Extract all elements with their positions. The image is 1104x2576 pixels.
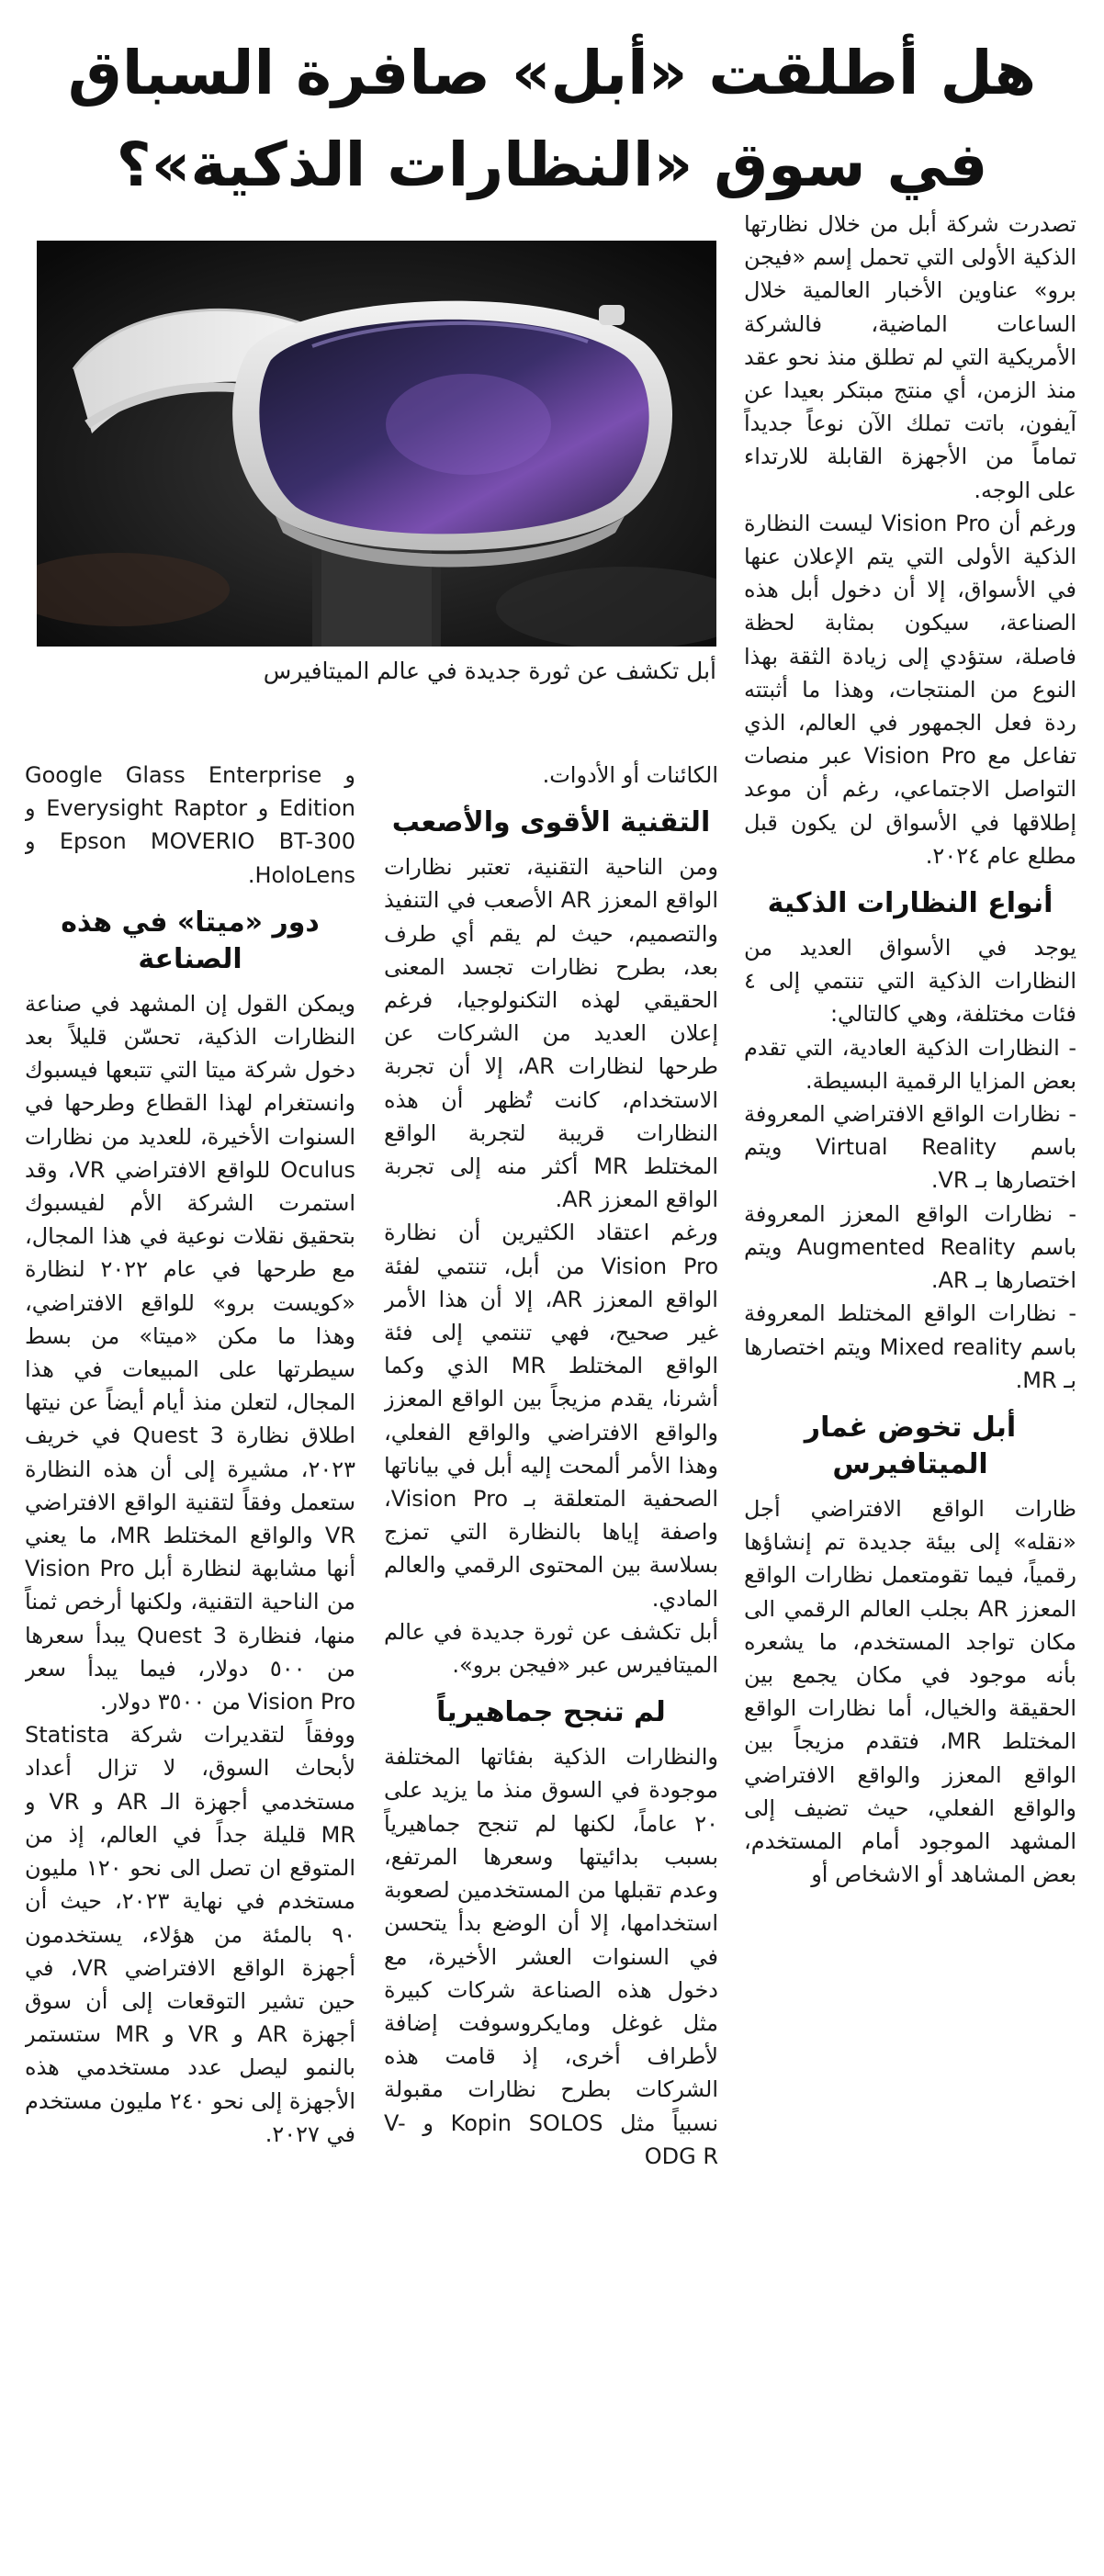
paragraph: ومن الناحية التقنية، تعتبر نظارات الواقع المعزز AR الأصعب في التنفيذ والتصميم، حيث لم يقم أي طرف بعد، بطرح نظارات تجسد المعنى الحقيقي لهذه التكنولوجيا، فرغم إعلان العديد من الشركات عن طرحها لنظارات AR، إلا أن تجربة الاستخدام، كانت تُظهر أن هذه النظارات قريبة لتجربة الواقع المختلط MR أكثر منه إلى تجربة الواقع المعزز AR. — [384, 854, 718, 1213]
paragraph: ورغم اعتقاد الكثيرين أن نظارة Vision Pro من أبل، تنتمي لفئة الواقع المعزز AR، إلا أن هذا الأمر غير صحيح، فهي تنتمي إلى فئة الواقع المختلط MR الذي وكما أشرنا، يقدم مزيجاً بين الواقع المعزز والواقع الافتراضي والواقع الفعلي، وهذا الأمر ألمحت إليه أبل في بياناتها الصحفية المتعلقة بـ Vision Pro، واصفة إياها بالنظارة التي تمزج بسلاسة بين المحتوى الرقمي والعالم المادي. — [384, 1220, 718, 1612]
headset-illustration — [37, 241, 716, 647]
paragraph: ويمكن القول إن المشهد في صناعة النظارات الذكية، تحسّن قليلاً بعد دخول شركة ميتا التي تتبعها فيسبوك وانستغرام لهذا القطاع وطرحها في السنوات الأخيرة، للعديد من نظارات Oculus للواقع الافتراضي VR، وقد استمرت الشركة الأم لفيسبوك بتحقيق نقلات نوعية في هذا المجال، مع طرحها في عام ٢٠٢٢ لنظارة «كويست برو» للواقع الافتراضي، وهذا ما مكن «ميتا» من بسط سيطرتها على المبيعات في هذا المجال، لتعلن منذ أيام أيضاً عن نيتها اطلاق نظارة Quest 3 في خريف ٢٠٢٣، مشيرة إلى أن هذه النظارة ستعمل وفقاً لتقنية الواقع الافتراضي VR والواقع المختلط MR، ما يعني أنها مشابهة لنظارة أبل Vision Pro من الناحية التقنية، ولكنها أرخص ثمناً منها، فنظارة Quest 3 يبدأ سعرها من ٥٠٠ دولار، فيما يبدأ سعر Vision Pro من ٣٥٠٠ دولار. — [25, 990, 355, 1715]
list-item: - نظارات الواقع المعزز المعروفة باسم Augmented Reality ويتم اختصارها بـ AR. — [744, 1200, 1076, 1294]
headline-line-1: هل أطلقت «أبل» صافرة السباق — [67, 38, 1037, 108]
vision-pro-photo — [37, 241, 716, 647]
article-headline — [37, 28, 1067, 211]
section-heading: أنواع النظارات الذكية — [767, 887, 1053, 920]
paragraph: ووفقاً لتقديرات شركة Statista لأبحاث السوق، لا تزال أعداد مستخدمي أجهزة الـ AR و VR و MR قليلة جداً في العالم، إذ من المتوقع ان تصل الى نحو ١٢٠ مليون مستخدم في نهاية ٢٠٢٣، حيث أن ٩٠ بالمئة من هؤلاء، يستخدمون أجهزة الواقع الافتراضي VR، في حين تشير التوقعات إلى أن سوق أجهزة AR و VR و MR ستستمر بالنمو ليصل عدد مستخدمي هذه الأجهزة إلى نحو ٢٤٠ مليون مستخدم في ٢٠٢٧. — [25, 1722, 355, 2147]
paragraph: أبل تكشف عن ثورة جديدة في عالم الميتافيرس عبر «فيجن برو». — [384, 1618, 718, 1679]
column-left — [25, 759, 355, 2559]
column-right — [744, 208, 1076, 2559]
list-item: - نظارات الواقع المختلط المعروفة باسم Mixed reality ويتم اختصارها بـ MR. — [744, 1300, 1076, 1393]
list-item: - النظارات الذكية العادية، التي تقدم بعض المزايا الرقمية البسيطة. — [744, 1034, 1076, 1094]
section-heading: أبل تخوض غمار الميتافيرس — [804, 1411, 1017, 1480]
list-item: - نظارات الواقع الافتراضي المعروفة باسم Virtual Reality ويتم اختصارها بـ VR. — [744, 1101, 1076, 1194]
column-middle — [384, 759, 718, 2559]
section-heading: دور «ميتا» في هذه الصناعة — [61, 906, 320, 975]
headline-line-2: في سوق «النظارات الذكية»؟ — [116, 129, 988, 200]
paragraph: ورغم أن Vision Pro ليست النظارة الذكية الأولى التي يتم الإعلان عنها في الأسواق، إلا أن دخول أبل هذه الصناعة، سيكون بمثابة لحظة فاصلة، ستؤدي إلى زيادة الثقة بهذا النوع من المنتجات، وهذا ما أثبتته ردة فعل الجمهور في العالم، الذي تفاعل مع Vision Pro عبر منصات التواصل الاجتماعي، رغم أن موعد إطلاقها في الأسواق لن يكون قبل مطلع عام ٢٠٢٤. — [744, 510, 1076, 869]
photo-caption: أبل تكشف عن ثورة جديدة في عالم الميتافيرس — [263, 658, 716, 684]
caption-continuation: الكائنات أو الأدوات. — [542, 762, 718, 788]
paragraph: ظارات الواقع الافتراضي أجل «نقله» إلى بيئة جديدة تم إنشاؤها رقمياً، فيما تقومتعمل نظارات الواقع المعزز AR بجلب العالم الرقمي الى مكان تواجد المستخدم، ما يشعره بأنه موجود في مكان يجمع بين الحقيقة والخيال، أما نظارات الواقع المختلط MR، فتقدم مزيجاً بين الواقع المعزز والواقع الافتراضي والواقع الفعلي، حيث تضيف إلى المشهد الموجود أمام المستخدم، بعض المشاهد أو الاشخاص أو — [744, 1495, 1076, 1888]
paragraph: و Google Glass Enterprise Edition و Everysight Raptor و Epson MOVERIO BT-300 و HoloLens. — [25, 762, 355, 888]
paragraph: تصدرت شركة أبل من خلال نظارتها الذكية الأولى التي تحمل إسم «فيجن برو» عناوين الأخبار العالمية خلال الساعات الماضية، فالشركة الأمريكية التي لم تطلق منذ نحو عقد منذ الزمن، أي منتج مبتكر بعيدا عن آيفون، باتت تملك الآن نوعاً جديداً تماماً من الأجهزة القابلة للارتداء على الوجه. — [744, 211, 1076, 503]
paragraph: يوجد في الأسواق العديد من النظارات الذكية التي تنتمي إلى ٤ فئات مختلفة، وهي كالتالي: — [744, 935, 1076, 1028]
section-heading: لم تنجح جماهيرياً — [436, 1696, 666, 1729]
paragraph: والنظارات الذكية بفئاتها المختلفة موجودة في السوق منذ ما يزيد على ٢٠ عاماً، لكنها لم تنجح جماهيرياً بسبب بدائيتها وسعرها المرتفع، وعدم تقبلها من المستخدمين لصعوبة استخدامها، إلا أن الوضع بدأ يتحسن في السنوات العشر الأخيرة، مع دخول هذه الصناعة شركات كبيرة مثل غوغل ومايكروسوفت إضافة لأطراف أخرى، إذ قامت هذه الشركات بطرح نظارات مقبولة نسبياً مثل Kopin SOLOS و V-ODG R — [384, 1744, 718, 2169]
section-heading: التقنية الأقوى والأصعب — [391, 806, 711, 839]
